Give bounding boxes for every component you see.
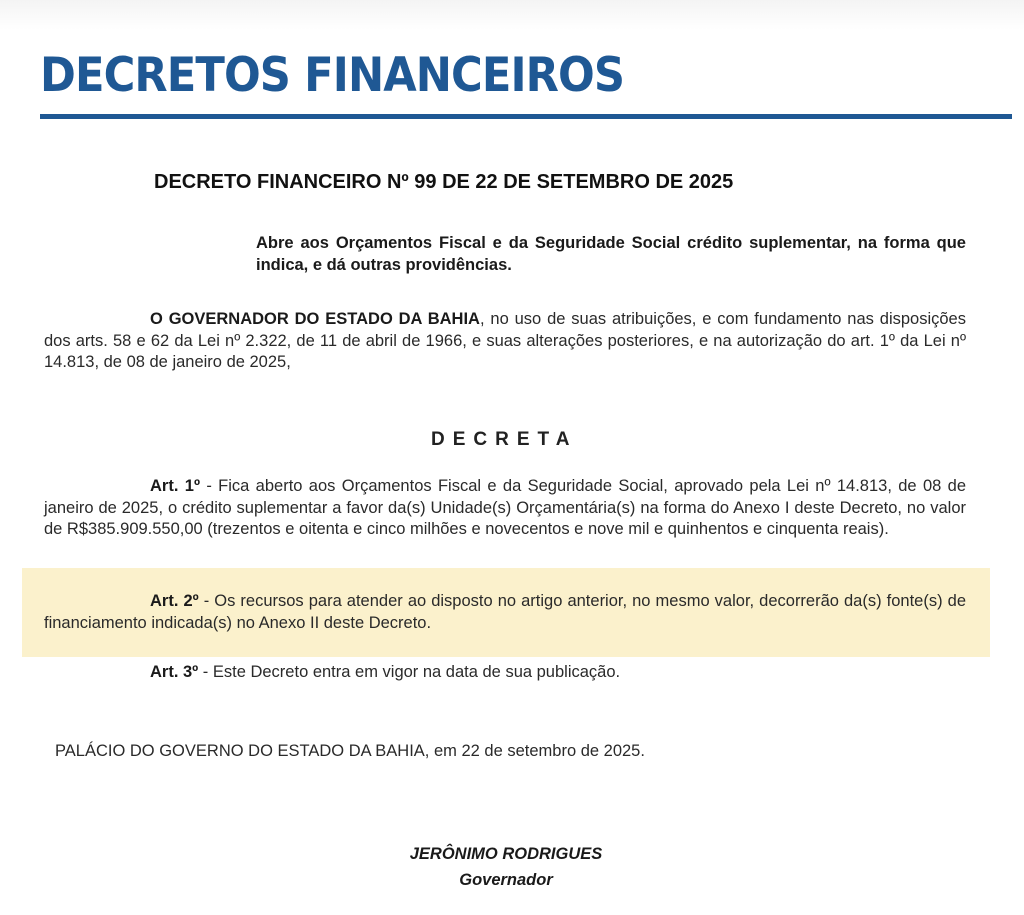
article-3-text: - Este Decreto entra em vigor na data de sua publicação. [198,663,621,681]
article-1-text: - Fica aberto aos Orçamentos Fiscal e da Seguridade Social, aprovado pela Lei nº 14.813, de 08 de janeiro de 2025, o crédito suplementar a favor da(s) Unidade(s) Orçamentária(s) na forma do Anexo I deste Decreto, no valor de R$385.909.550,00 (trezentos e oitenta e cinco milhões e novecentos e nove mil e quinhentos e cinquenta reais). [44,477,966,538]
place-and-date: PALÁCIO DO GOVERNO DO ESTADO DA BAHIA, em 22 de setembro de 2025. [55,742,645,760]
decree-ementa: Abre aos Orçamentos Fiscal e da Seguridade Social crédito suplementar, na forma que indica, e dá outras providências. [256,234,966,274]
preamble-text: , no uso de suas atribuições, e com fundamento nas disposições dos arts. 58 e 62 da Lei nº 2.322, de 11 de abril de 1966, e suas alterações posteriores, e na autorização do art. 1º da Lei nº 14.813, de 08 de janeiro de 2025, [44,310,966,371]
signer-role: Governador [459,871,553,889]
top-strip [0,0,1024,30]
article-2 [44,591,966,634]
article-1-label: Art. 1º [150,477,200,495]
article-3-label: Art. 3º [150,663,199,681]
article-2-text: - Os recursos para atender ao disposto no artigo anterior, no mesmo valor, decorrerão da(s) fonte(s) de financiamento indicada(s) no Anexo II deste Decreto. [44,592,966,632]
decree-title: DECRETO FINANCEIRO Nº 99 DE 22 DE SETEMBRO DE 2025 [154,171,734,193]
section-header-title: DECRETOS FINANCEIROS [40,48,625,103]
preamble-authority: O GOVERNADOR DO ESTADO DA BAHIA [150,310,480,328]
decree-preamble [44,309,966,374]
article-1 [44,476,966,541]
decreta-heading: DECRETA [431,429,578,450]
header-divider [40,114,1012,119]
article-3 [44,662,966,684]
signer-name: JERÔNIMO RODRIGUES [409,845,603,863]
article-2-label: Art. 2º [150,592,199,610]
